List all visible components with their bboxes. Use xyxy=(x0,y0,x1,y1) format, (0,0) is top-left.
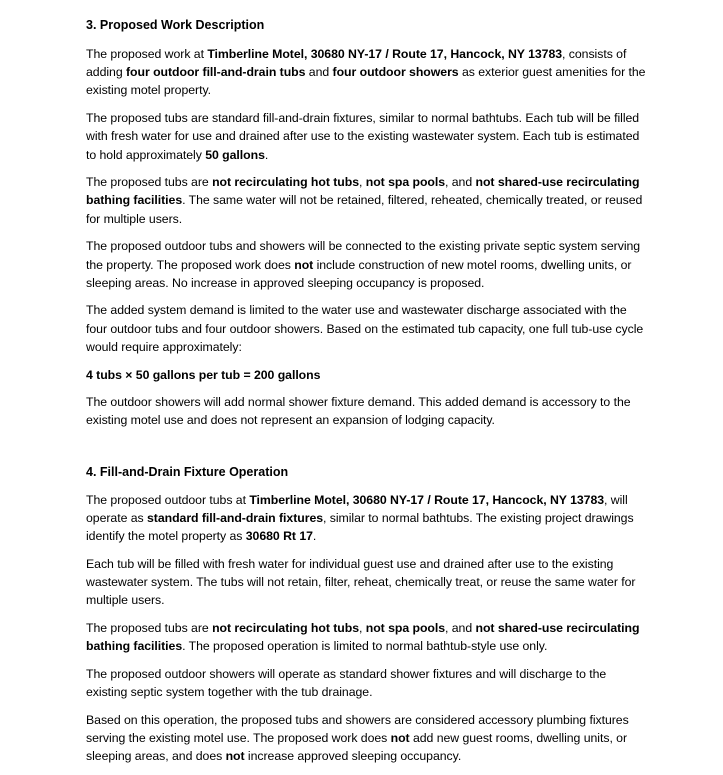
text-run: . xyxy=(312,529,317,544)
bold-text-run: 4 tubs × 50 gallons per tub = 200 gallons xyxy=(86,367,321,382)
text-run: Each tub will be filled with fresh water for individual guest use and drained after use to the existing wastewater system. The tubs will not retain, filter, reheat, chemically treat, or reuse the same water for multiple users. xyxy=(86,556,636,608)
calculation-line xyxy=(86,366,646,384)
text-run: The proposed work at xyxy=(86,47,208,61)
paragraph xyxy=(86,173,646,228)
bold-text-run: not shared-use recirculating bathing facilities xyxy=(86,620,640,654)
section-heading: 3. Proposed Work Description xyxy=(86,18,265,32)
text-run: , xyxy=(359,620,366,635)
bold-text-run: not recirculating hot tubs xyxy=(212,175,360,190)
bold-text-run: Timberline Motel, 30680 NY-17 / Route 17, Hancock, NY 13783 xyxy=(249,492,605,507)
text-run: The proposed outdoor tubs at xyxy=(86,492,250,507)
text-run: The proposed outdoor showers will operate as standard shower fixtures and will discharge to the existing septic system together with the tub drainage. xyxy=(86,666,607,699)
text-run: Based on this operation, the proposed tubs and showers are considered accessory plumbing fixtures serving the existing motel use. The proposed work does xyxy=(86,712,629,745)
paragraph xyxy=(86,109,646,164)
text-run: , consists of adding xyxy=(86,47,627,80)
section-proposed-work-description xyxy=(86,16,646,430)
bold-text-run: 30680 Rt 17 xyxy=(245,529,313,544)
text-run: , and xyxy=(445,620,476,635)
bold-text-run: 50 gallons xyxy=(205,147,265,162)
bold-text-run: not spa pools xyxy=(365,620,446,635)
text-run: and xyxy=(305,65,333,80)
section-heading: 4. Fill-and-Drain Fixture Operation xyxy=(86,464,289,479)
paragraph xyxy=(86,491,646,546)
text-run: The proposed tubs are xyxy=(86,620,213,635)
text-run: include construction of new motel rooms, dwelling units, or sleeping areas. No increase in approved sleeping occupancy is proposed. xyxy=(86,257,632,290)
bold-text-run: standard fill-and-drain fixtures xyxy=(146,510,324,525)
paragraph xyxy=(86,665,646,701)
text-run: The proposed outdoor tubs and showers will be connected to the existing private septic system serving the property. The proposed work does xyxy=(86,239,641,272)
paragraph xyxy=(86,555,646,610)
text-run: increase approved sleeping occupancy. xyxy=(244,749,462,764)
bold-text-run: not xyxy=(294,257,314,272)
text-run: add new guest rooms, dwelling units, or sleeping areas, and does xyxy=(86,730,628,764)
paragraph xyxy=(86,237,646,292)
bold-text-run: four outdoor showers xyxy=(332,65,459,80)
bold-text-run: not spa pools xyxy=(365,175,446,190)
section-fill-and-drain-fixture-operation xyxy=(86,463,646,766)
bold-text-run: four outdoor fill-and-drain tubs xyxy=(126,65,306,80)
text-run: , xyxy=(359,175,366,190)
paragraph xyxy=(86,45,646,100)
text-run: . The same water will not be retained, filtered, reheated, chemically treated, or reused for multiple users. xyxy=(86,193,643,226)
text-run: , and xyxy=(445,175,476,190)
text-run: , similar to normal bathtubs. The existing project drawings identify the motel property as xyxy=(86,510,634,544)
text-run: as exterior guest amenities for the existing motel property. xyxy=(86,65,646,98)
paragraph xyxy=(86,619,646,655)
bold-text-run: not shared-use recirculating bathing facilities xyxy=(86,175,640,208)
paragraph xyxy=(86,711,646,766)
text-run: The proposed tubs are standard fill-and-drain fixtures, similar to normal bathtubs. Each tub will be filled with fresh water for use and drained after use to the existing wastewater system. Each tub is estimated to hold approximately xyxy=(86,111,640,162)
document-page xyxy=(86,16,646,775)
bold-text-run: not recirculating hot tubs xyxy=(212,620,360,635)
bold-text-run: not xyxy=(390,730,410,745)
text-run: The outdoor showers will add normal shower fixture demand. This added demand is accessory to the existing motel use and does not represent an expansion of lodging capacity. xyxy=(86,395,631,428)
text-run: The proposed tubs are xyxy=(86,175,213,190)
paragraph xyxy=(86,393,646,429)
text-run: The added system demand is limited to the water use and wastewater discharge associated with the four outdoor tubs and four outdoor showers. Based on the estimated tub capacity, one full tub-use cycle would require approximately: xyxy=(86,303,644,354)
bold-text-run: Timberline Motel, 30680 NY-17 / Route 17, Hancock, NY 13783 xyxy=(207,47,563,61)
text-run: , will operate as xyxy=(86,492,628,525)
paragraph xyxy=(86,301,646,356)
text-run: . xyxy=(264,147,269,162)
text-run: . The proposed operation is limited to normal bathtub-style use only. xyxy=(182,639,548,654)
bold-text-run: not xyxy=(225,749,245,764)
